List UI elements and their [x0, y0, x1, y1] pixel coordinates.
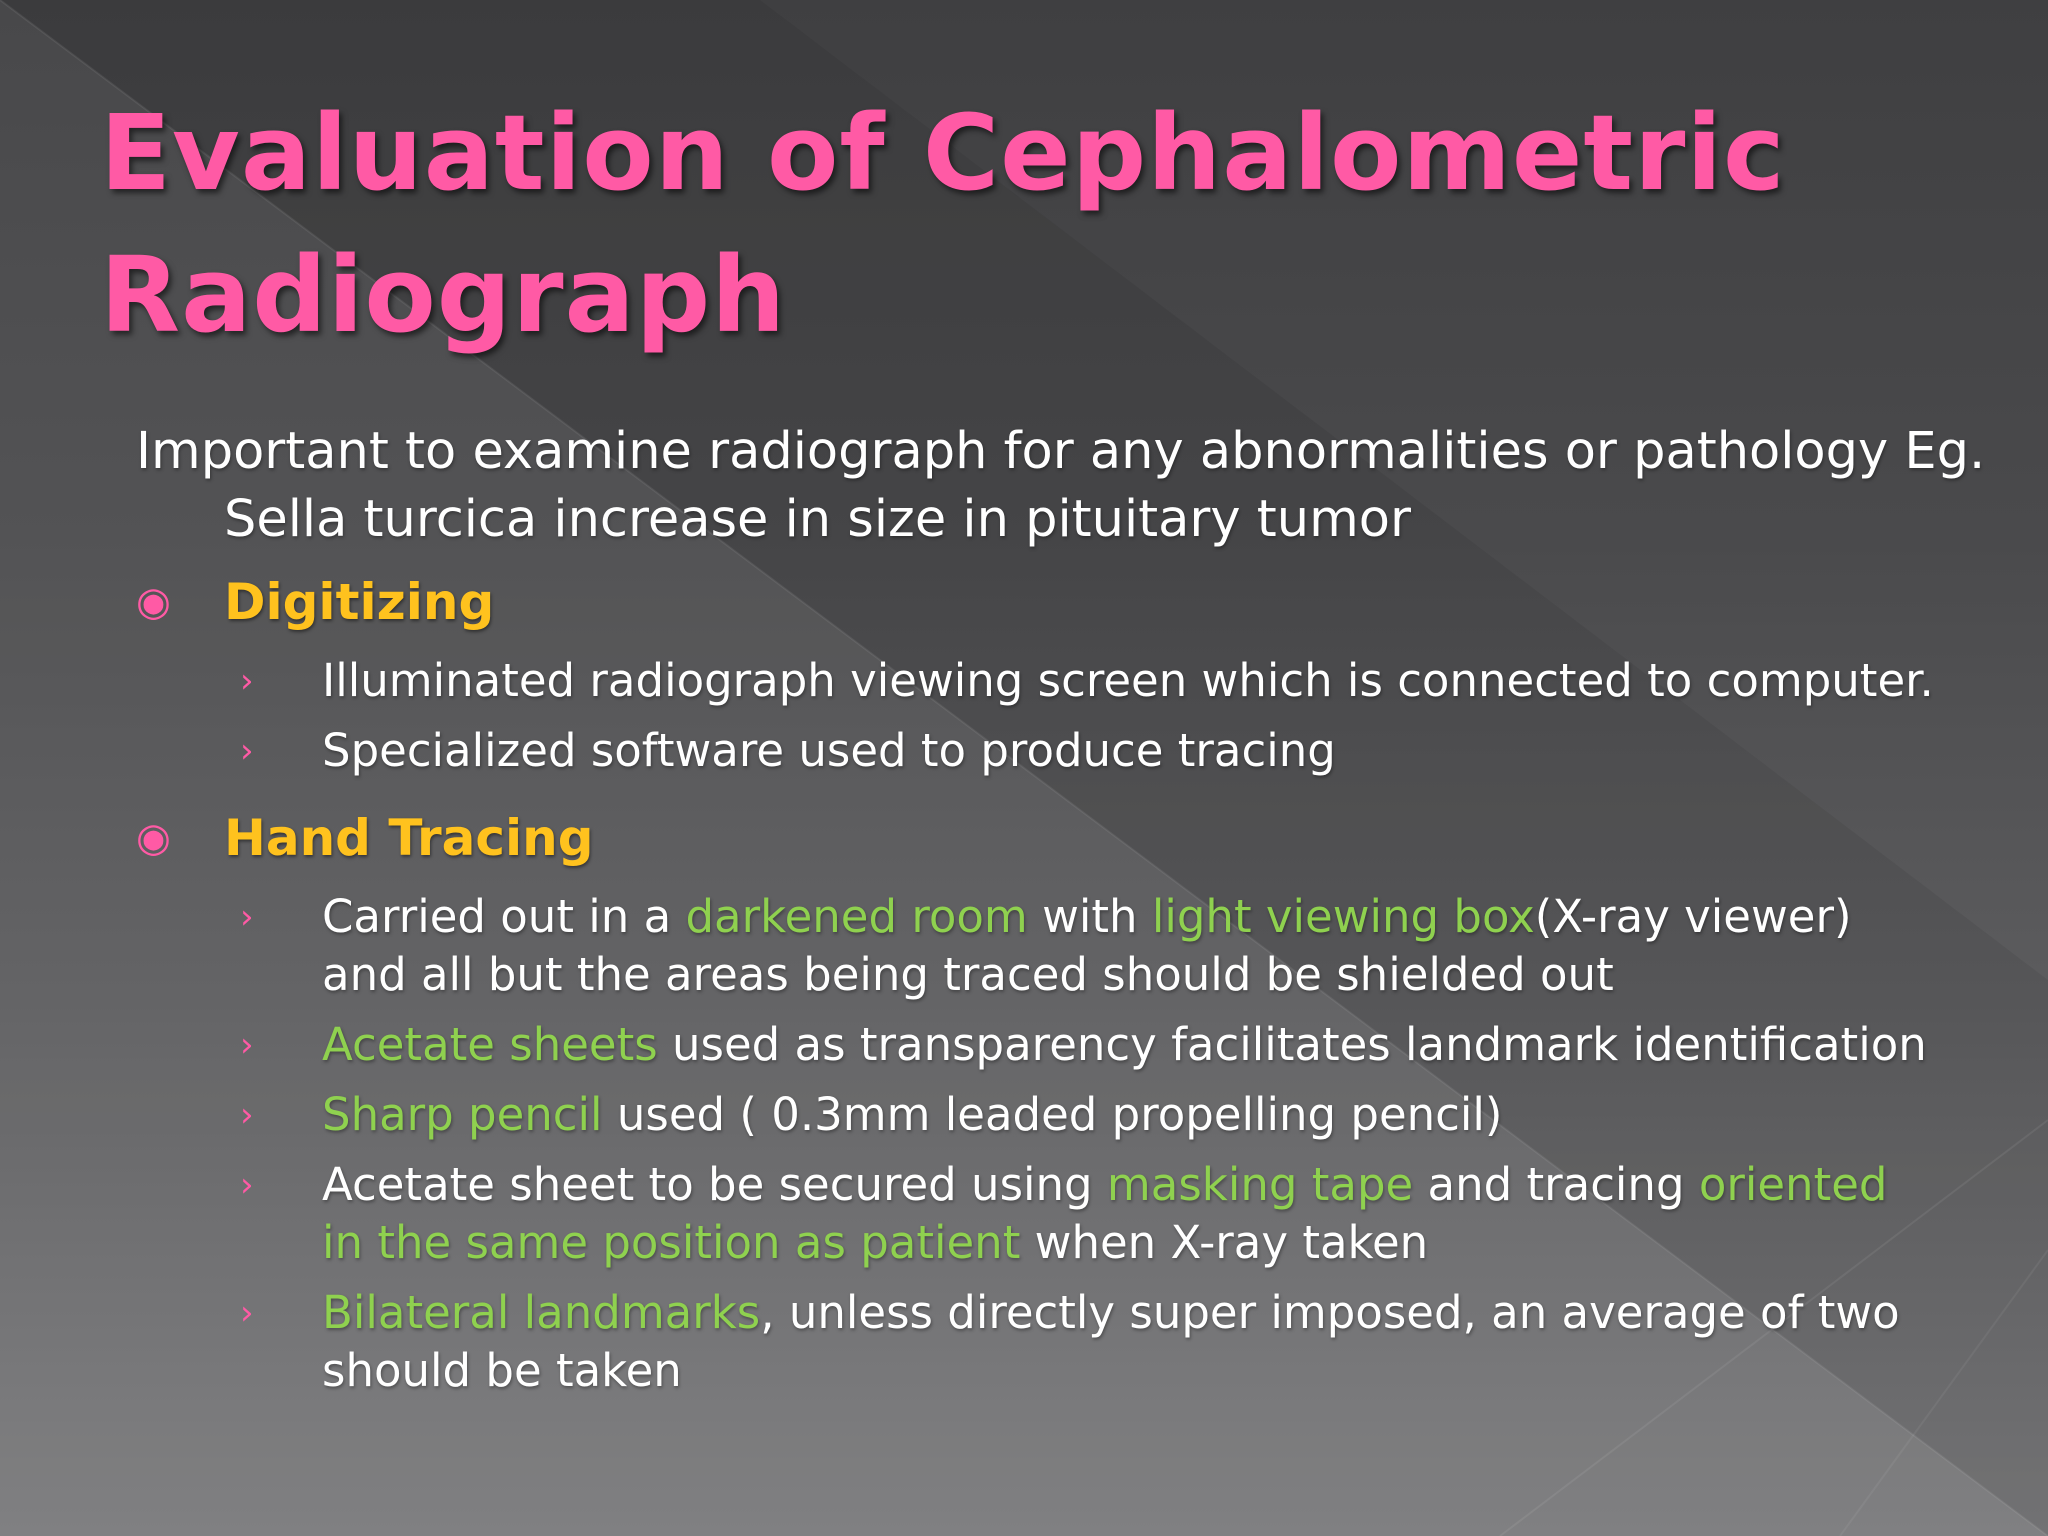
chevron-right-icon: ›	[240, 1025, 254, 1065]
list-item-text-part: Illuminated radiograph viewing screen which is connected to computer.	[322, 654, 1934, 707]
section-heading-digitizing	[136, 566, 2016, 638]
highlighted-term: light viewing box	[1151, 890, 1535, 943]
list-item	[136, 888, 2016, 1004]
highlighted-term: Acetate sheets	[322, 1018, 658, 1071]
chevron-right-icon: ›	[240, 897, 254, 937]
list-item	[136, 722, 2016, 780]
list-item	[136, 1284, 2016, 1400]
section-heading-label: Hand Tracing	[224, 809, 594, 867]
list-item-text	[322, 652, 1942, 710]
list-item	[136, 1086, 2016, 1144]
slide-title-line-1: Evaluation of Cephalometric	[100, 92, 1786, 214]
chevron-right-icon: ›	[240, 661, 254, 701]
list-item-text-part: (X-ray viewer) and all but the areas being traced should be shielded out	[322, 890, 1852, 1001]
highlighted-term: darkened room	[685, 890, 1028, 943]
chevron-right-icon: ›	[240, 1095, 254, 1135]
highlighted-term: Bilateral landmarks	[322, 1286, 761, 1339]
chevron-right-icon: ›	[240, 731, 254, 771]
highlighted-term: masking tape	[1106, 1158, 1414, 1211]
list-item-text-part: Acetate sheet to be secured using	[322, 1158, 1107, 1211]
list-item-text-part: used ( 0.3mm leaded propelling pencil)	[602, 1088, 1503, 1141]
list-item-text	[322, 1086, 1942, 1144]
slide-title-line-2: Radiograph	[100, 234, 787, 356]
intro-text: Important to examine radiograph for any abnormalities or pathology Eg. Sella turcica increase in size in pituitary tumor	[136, 422, 1986, 549]
list-item-text-part: when X-ray taken	[1020, 1216, 1429, 1269]
chevron-right-icon: ›	[240, 1165, 254, 1205]
list-item-text-part: Carried out in a	[322, 890, 686, 943]
list-item	[136, 1156, 2016, 1272]
list-item-text-part: and tracing	[1413, 1158, 1699, 1211]
circled-dot-icon: ◉	[136, 579, 171, 625]
section-heading-label: Digitizing	[224, 573, 495, 631]
section-heading-hand-tracing	[136, 802, 2016, 874]
list-item-text	[322, 722, 1942, 780]
list-item	[136, 652, 2016, 710]
circled-dot-icon: ◉	[136, 815, 171, 861]
list-item-text	[322, 1284, 1942, 1400]
list-item-text-part: Specialized software used to produce tracing	[322, 724, 1336, 777]
list-item-text	[322, 1156, 1942, 1272]
chevron-right-icon: ›	[240, 1293, 254, 1333]
list-item-text-part: used as transparency facilitates landmark identification	[657, 1018, 1927, 1071]
highlighted-term: Sharp pencil	[322, 1088, 603, 1141]
slide-title	[100, 82, 1980, 366]
highlighted-term: oriented in the same position as patient	[322, 1158, 1888, 1269]
list-item-text-part: with	[1027, 890, 1152, 943]
list-item-text-part: , unless directly super imposed, an average of two should be taken	[322, 1286, 1900, 1397]
slide-body	[136, 418, 2016, 1412]
list-item-text	[322, 888, 1942, 1004]
list-item-text	[322, 1016, 1942, 1074]
list-item	[136, 1016, 2016, 1074]
